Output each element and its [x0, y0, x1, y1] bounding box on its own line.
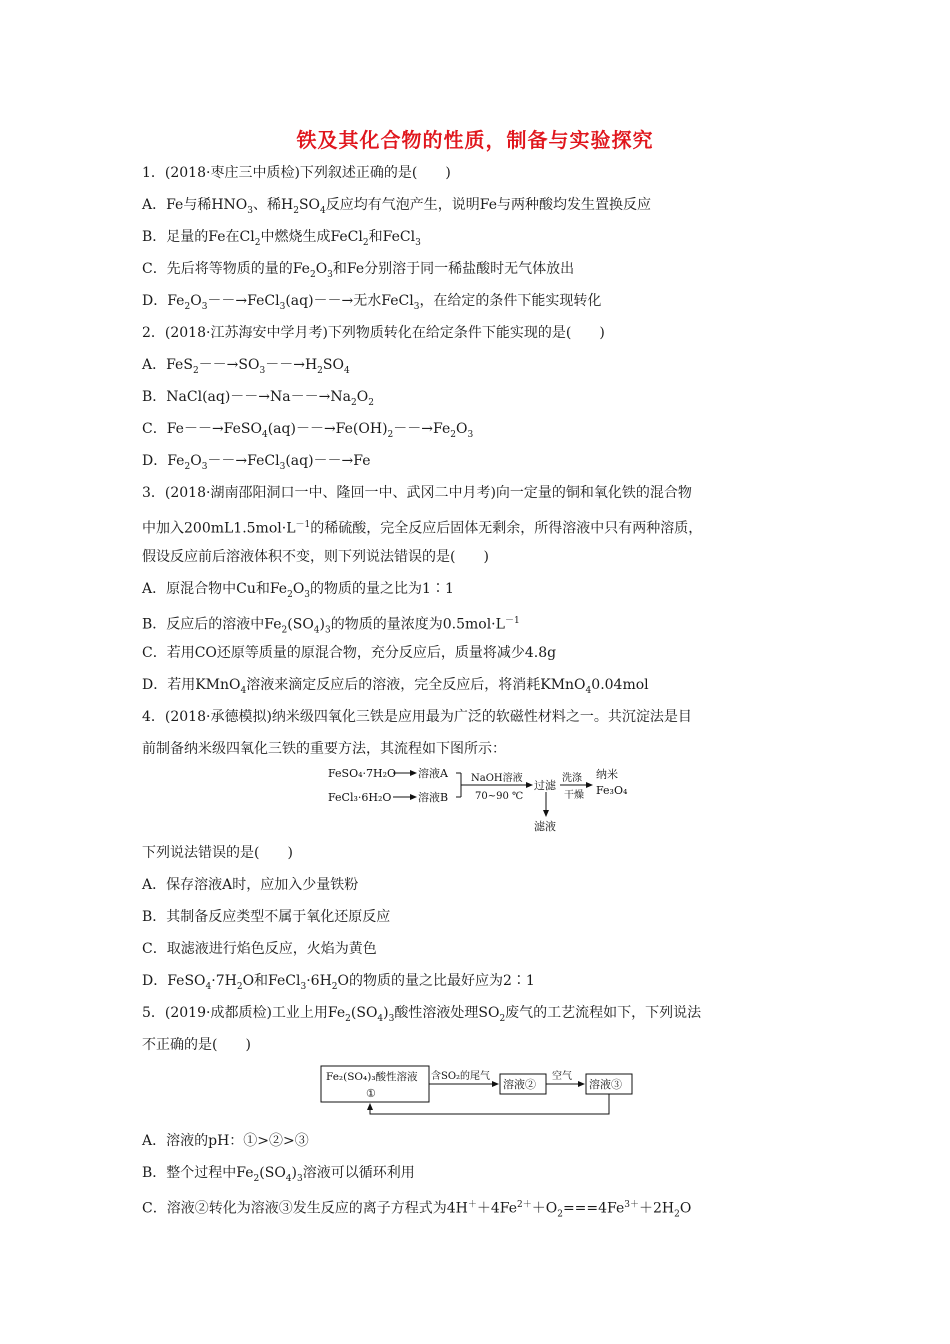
label-filtrate: 滤液	[534, 820, 556, 833]
reagent-fecl3: FeCl₃·6H₂O	[328, 791, 392, 804]
q2-option-d: D．$Fe_2O_3--\to FeCl_3(aq)--\to Fe$	[142, 453, 371, 472]
label-air: 空气	[552, 1071, 572, 1082]
q4-flow-diagram	[320, 764, 640, 836]
q4-stem-line2: 前制备纳米级四氧化三铁的重要方法，其流程如下图所示：	[142, 741, 506, 757]
q3-stem-line1: 3．(2018·湖南邵阳洞口一中、隆回一中、武冈二中月考)向一定量的铜和氧化铁的混合物	[142, 485, 692, 501]
q4-option-d: D．$FeSO_4\cdot 7H_2O$和$FeCl_3\cdot 6H_2O$的物质的量之比最好应为2∶1	[142, 973, 535, 992]
q1-option-c: C．先后将等物质的量的$Fe_2O_3$和Fe分别溶于同一稀盐酸时无气体放出	[142, 261, 575, 280]
label-naoh: NaOH溶液	[471, 773, 523, 784]
q3-option-a: A．原混合物中Cu和$Fe_2O_3$的物质的量之比为1∶1	[142, 581, 454, 600]
q2-option-c: C．$Fe--\to FeSO_4(aq)--\to Fe(OH)_2--\to Fe_2O_3$	[142, 421, 474, 440]
product-fe3o4: Fe₃O₄	[596, 784, 628, 797]
q3-option-c: C．若用CO还原等质量的原混合物，充分反应后，质量将减少4.8g	[142, 645, 557, 661]
q1-option-d: D．$Fe_2O_3--\to FeCl_3(aq)--\to$无水FeCl$_3$，在给定的条件下能实现转化	[142, 293, 602, 312]
q3-option-b: B．反应后的溶液中$Fe_2(SO_4)_3$的物质的量浓度为$0.5mol\cdot L^{-1}$	[142, 616, 520, 636]
label-solution-3: 溶液③	[589, 1078, 622, 1091]
label-filter: 过滤	[534, 779, 556, 792]
label-solution-2: 溶液②	[503, 1078, 536, 1091]
label-temp: 70~90 ℃	[475, 791, 524, 802]
q4-stem-line1: 4．(2018·承德模拟)纳米级四氧化三铁是应用最为广泛的软磁性材料之一。共沉淀法是目	[142, 709, 692, 725]
q3-stem-line3: 假设反应前后溶液体积不变，则下列说法错误的是( )	[142, 549, 489, 565]
q4-option-a: A．保存溶液A时，应加入少量铁粉	[142, 877, 359, 893]
recycle-arrow	[370, 1094, 609, 1114]
solution-b: 溶液B	[418, 791, 449, 804]
q3-stem-line2: 中加入$200mL1.5mol\cdot L^{-1}$的稀硫酸，完全反应后固体无剩余，所得溶液中只有两种溶质，	[142, 520, 703, 537]
page-title: 铁及其化合物的性质，制备与实验探究	[296, 128, 654, 152]
q3-option-d: D．若用KMnO$_4$溶液来滴定反应后的溶液，完全反应后，将消耗KMnO$_4$0.04mol	[142, 677, 649, 696]
label-fe2so43-solution: Fe₂(SO₄)₃酸性溶液	[326, 1071, 418, 1083]
q5-option-b: B．整个过程中$Fe_2(SO_4)_3$溶液可以循环利用	[142, 1165, 415, 1184]
q4-option-b: B．其制备反应类型不属于氧化还原反应	[142, 909, 391, 925]
q1-option-b: B．足量的Fe在$Cl_2$中燃烧生成FeCl$_2$和FeCl$_3$	[142, 229, 421, 248]
q5-stem-line1: 5．(2019·成都质检)工业上用$Fe_2(SO_4)_3$酸性溶液处理$SO_2$废气的工艺流程如下，下列说法	[142, 1005, 702, 1024]
q2-stem: 2．(2018·江苏海安中学月考)下列物质转化在给定条件下能实现的是( )	[142, 325, 605, 341]
q5-stem-line2: 不正确的是( )	[142, 1037, 251, 1053]
q1-stem: 1．(2018·枣庄三中质检)下列叙述正确的是( )	[142, 165, 451, 181]
solution-a: 溶液A	[418, 767, 448, 780]
q4-stem-line3: 下列说法错误的是( )	[142, 845, 293, 861]
label-solution-1: ①	[366, 1087, 376, 1100]
label-wash: 洗涤	[562, 773, 582, 784]
q5-option-a: A．溶液的pH：①>②>③	[142, 1133, 309, 1149]
reagent-feso4: FeSO₄·7H₂O	[328, 767, 397, 780]
q4-option-c: C．取滤液进行焰色反应，火焰为黄色	[142, 941, 377, 957]
q2-option-b: B．$NaCl(aq)--\to Na--\to Na_2O_2$	[142, 389, 374, 408]
q2-option-a: A．$FeS_2--\to SO_3--\to H_2SO_4$	[142, 357, 350, 376]
q1-option-a: A．Fe与稀$HNO_3$、稀$H_2SO_4$反应均有气泡产生，说明Fe与两种酸均发生置换反应	[142, 197, 652, 216]
q5-flow-diagram	[318, 1064, 636, 1122]
product-nano: 纳米	[596, 768, 618, 781]
q5-option-c: C．溶液②转化为溶液③发生反应的离子方程式为$4H^++4Fe^{2+}+O_2===4Fe^{3+}+2H_2O$	[142, 1200, 692, 1220]
label-so2-gas: 含SO₂的尾气	[431, 1071, 491, 1082]
label-dry: 干燥	[564, 790, 584, 801]
